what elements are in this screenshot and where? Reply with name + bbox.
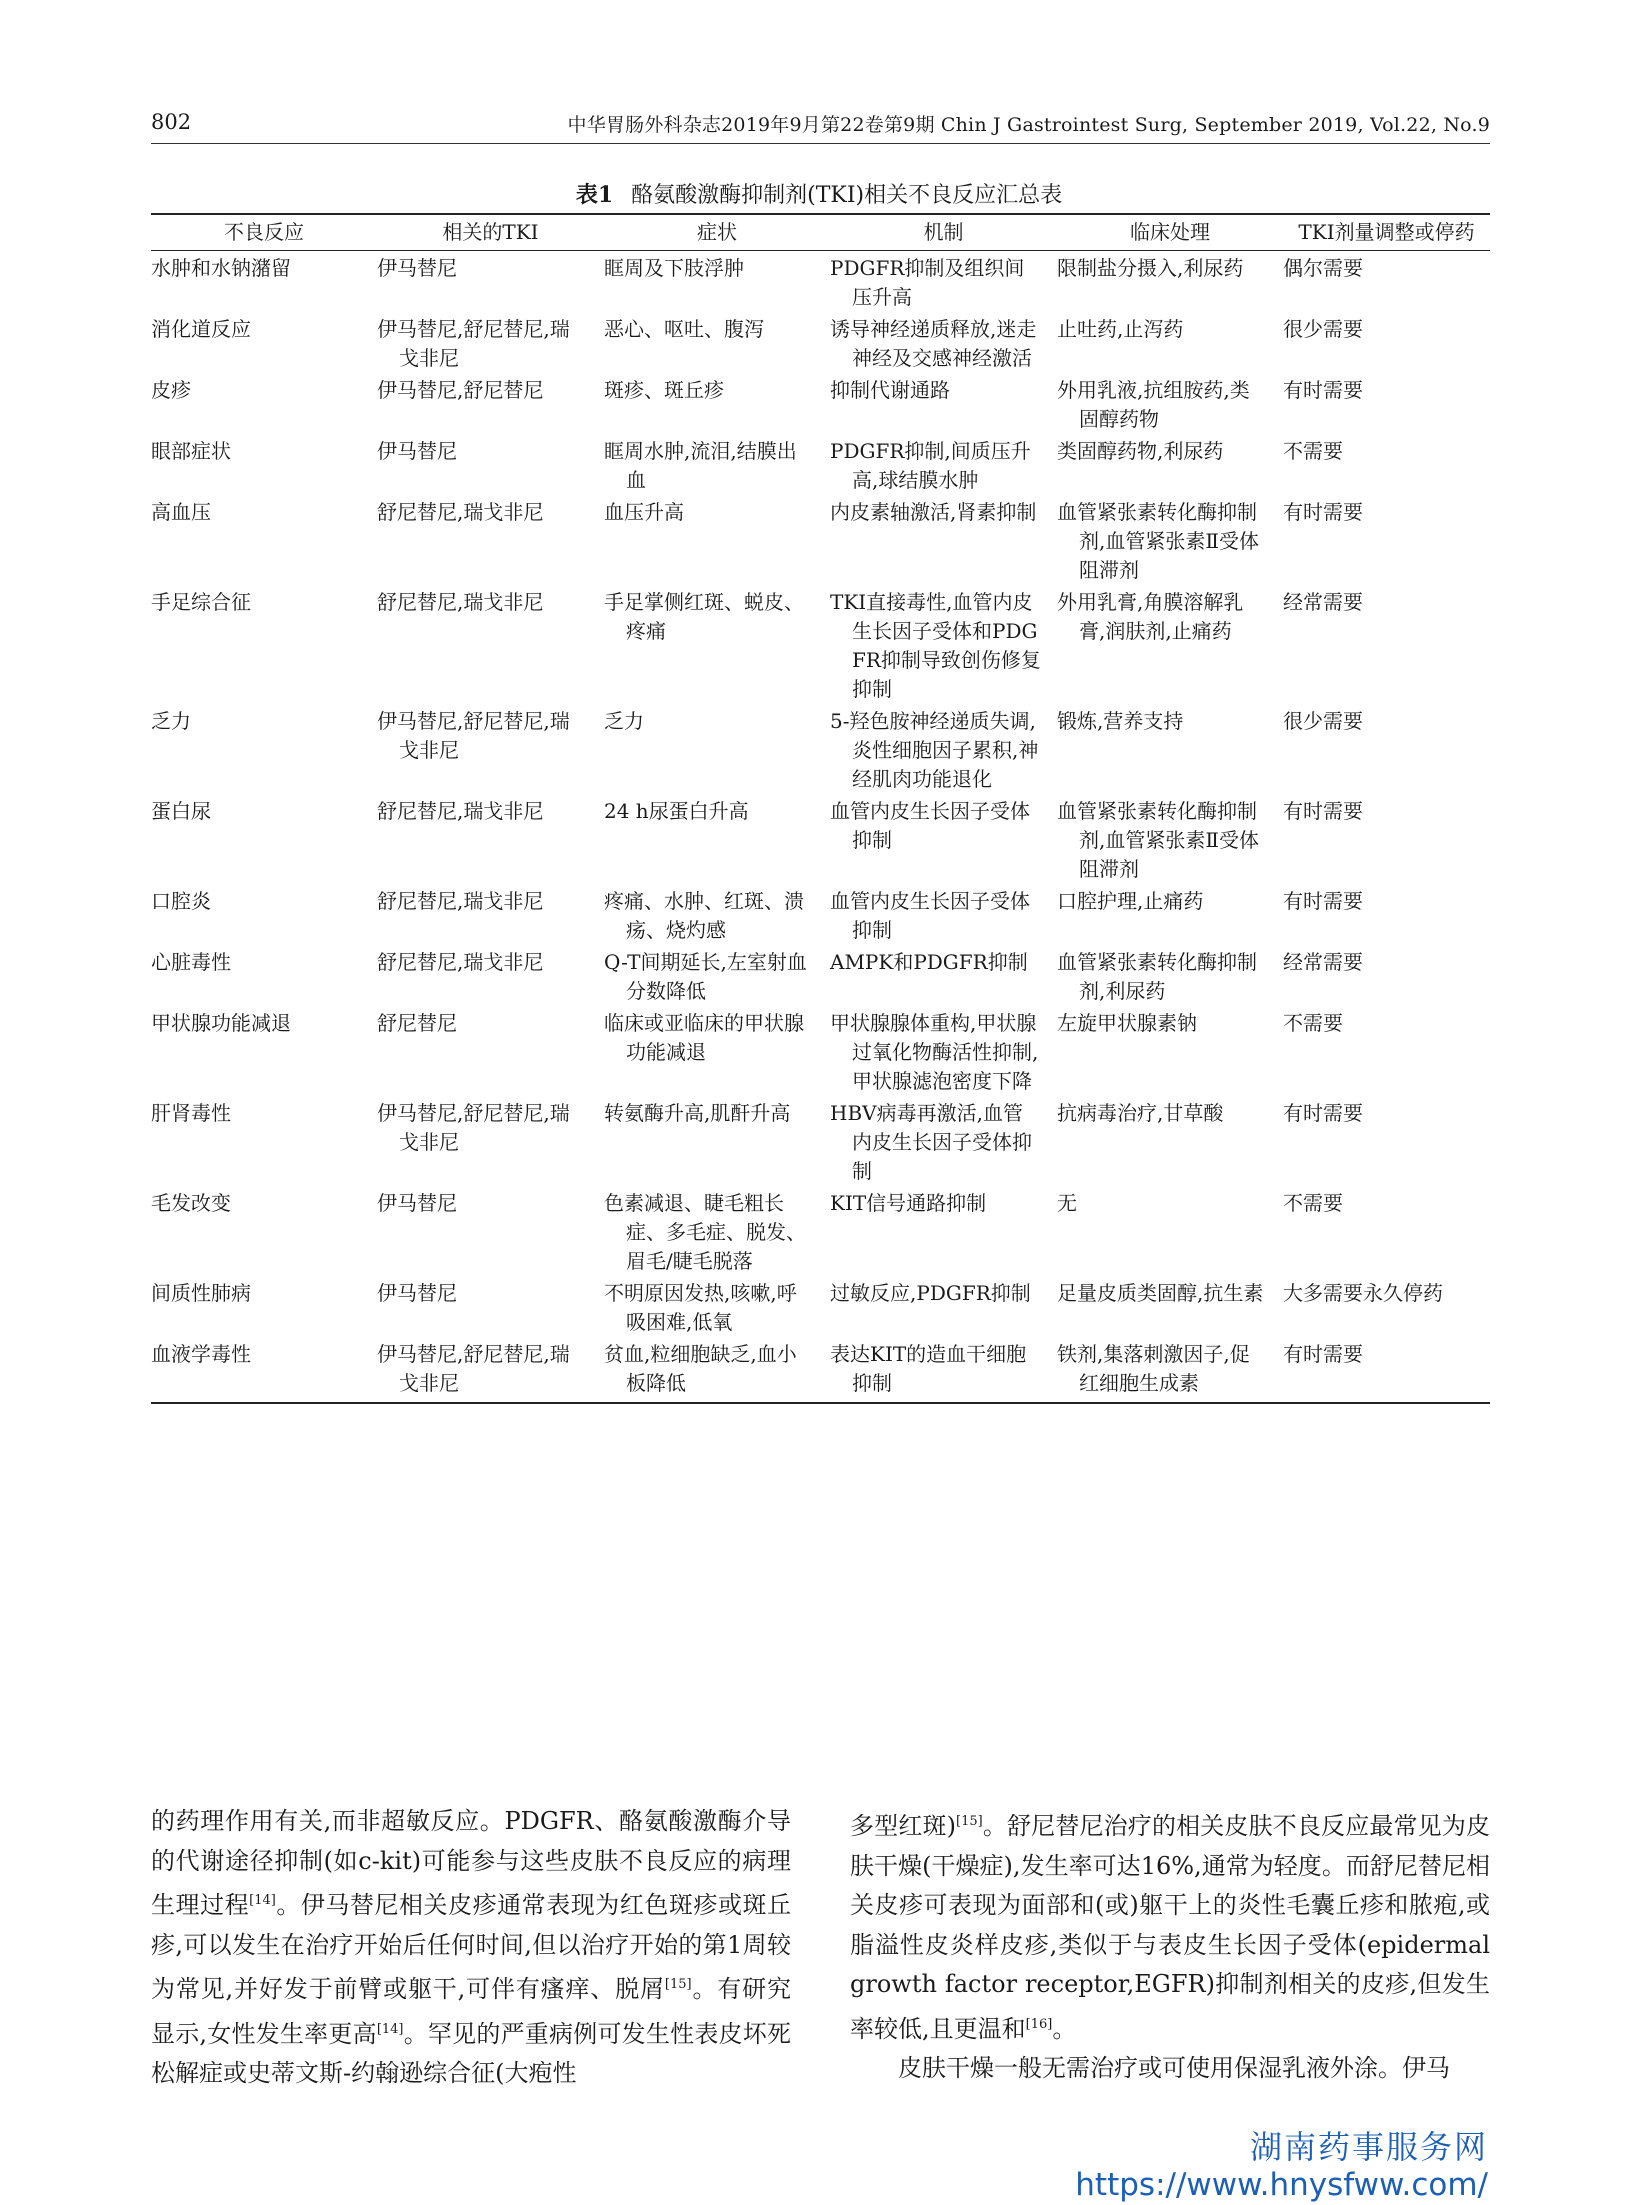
cell-text: 诱导神经递质释放,迷走神经及交感神经激活 xyxy=(830,317,1037,370)
cell-text: 外用乳液,抗组胺药,类固醇药物 xyxy=(1057,378,1250,431)
cell-text: 临床或亚临床的甲状腺功能减退 xyxy=(604,1011,804,1064)
cell-text: 血管紧张素转化酶抑制剂,血管紧张素Ⅱ受体阻滞剂 xyxy=(1057,799,1259,881)
cell-text: 伊马替尼,舒尼替尼,瑞戈非尼 xyxy=(377,1342,570,1395)
table-cell xyxy=(1057,434,1283,495)
citation: [16] xyxy=(1025,2016,1053,2032)
table-cell xyxy=(604,373,830,434)
table-cell xyxy=(1283,373,1490,434)
table-cell xyxy=(1057,945,1283,1006)
cell-text: 血压升高 xyxy=(604,500,684,524)
cell-text: 5-羟色胺神经递质失调,炎性细胞因子累积,神经肌肉功能退化 xyxy=(830,709,1039,791)
table-cell xyxy=(1283,1337,1490,1403)
cell-text: 很少需要 xyxy=(1283,709,1363,733)
cell-text: 过敏反应,PDGFR抑制 xyxy=(830,1281,1031,1305)
cell-text: TKI直接毒性,血管内皮生长因子受体和PDGFR抑制导致创伤修复抑制 xyxy=(830,590,1041,701)
cell-text: KIT信号通路抑制 xyxy=(830,1191,987,1215)
cell-text: 有时需要 xyxy=(1283,378,1363,402)
table-cell xyxy=(151,1096,377,1186)
cell-text: 眶周水肿,流泪,结膜出血 xyxy=(604,439,797,492)
table-cell xyxy=(1057,1006,1283,1096)
cell-text: 舒尼替尼,瑞戈非尼 xyxy=(377,950,544,974)
citation: [15] xyxy=(956,1814,983,1829)
table-cell xyxy=(151,434,377,495)
table-cell xyxy=(151,251,377,313)
cell-text: 血管内皮生长因子受体抑制 xyxy=(830,799,1030,852)
citation: [15] xyxy=(664,1977,692,1992)
cell-text: 高血压 xyxy=(151,500,211,524)
table-cell xyxy=(1057,312,1283,373)
cell-text: 内皮素轴激活,肾素抑制 xyxy=(830,500,1037,524)
cell-text: 限制盐分摄入,利尿药 xyxy=(1057,256,1244,280)
table-cell xyxy=(377,585,604,704)
table-row xyxy=(151,794,1490,884)
table-cell xyxy=(1283,1096,1490,1186)
table-cell xyxy=(1283,434,1490,495)
cell-text: 无 xyxy=(1057,1191,1077,1215)
table-cell xyxy=(151,495,377,585)
table-cell xyxy=(151,1006,377,1096)
cell-text: 毛发改变 xyxy=(151,1191,231,1215)
table-row xyxy=(151,373,1490,434)
table-caption-label: 表1 xyxy=(575,182,614,208)
cell-text: 锻炼,营养支持 xyxy=(1057,709,1184,733)
table-cell xyxy=(1283,1006,1490,1096)
table-row xyxy=(151,434,1490,495)
text-run: 。 xyxy=(1052,2014,1077,2043)
table-row xyxy=(151,1276,1490,1337)
table-cell xyxy=(377,704,604,794)
cell-text: 止吐药,止泻药 xyxy=(1057,317,1184,341)
table-cell xyxy=(830,794,1057,884)
table-cell xyxy=(377,373,604,434)
table-cell xyxy=(1057,1186,1283,1276)
text-run: 。舒尼替尼治疗的相关皮肤不良反应最常见为皮肤干燥(干燥症),发生率可达16%,通常为轻度。而舒尼替尼相关皮疹可表现为面部和(或)躯干上的炎性毛囊丘疹和脓疱,或脂溢性皮炎样皮疹,类似于与表皮生长因子受体(epidermal growth factor receptor,EGFR)抑制剂相关的皮疹,但发生率较低,且更温和 xyxy=(850,1812,1490,2043)
cell-text: PDGFR抑制及组织间压升高 xyxy=(830,256,1025,309)
cell-text: 伊马替尼,舒尼替尼,瑞戈非尼 xyxy=(377,1101,570,1154)
table-cell xyxy=(377,1006,604,1096)
cell-text: 斑疹、斑丘疹 xyxy=(604,378,724,402)
cell-text: 疼痛、水肿、红斑、溃疡、烧灼感 xyxy=(604,889,804,942)
table-row xyxy=(151,1186,1490,1276)
table-cell xyxy=(1057,704,1283,794)
table-cell xyxy=(604,251,830,313)
table-cell xyxy=(604,585,830,704)
cell-text: 类固醇药物,利尿药 xyxy=(1057,439,1224,463)
cell-text: 皮疹 xyxy=(151,378,191,402)
table-cell xyxy=(151,794,377,884)
column-header: 症状 xyxy=(604,214,830,251)
watermark-site-name: 湖南药事服务网 xyxy=(1249,2128,1488,2166)
table-cell xyxy=(604,1186,830,1276)
column-header: 机制 xyxy=(830,214,1057,251)
table-header-row xyxy=(151,214,1490,251)
header-rule xyxy=(151,143,1490,144)
table-row xyxy=(151,1337,1490,1403)
table-cell xyxy=(830,1276,1057,1337)
text-run: 的药理作用有关,而非超敏反应。PDGFR、酪氨酸激酶介导的代谢途径抑制(如c-kit)可能参与这些皮肤不良反应的病理生理过程 xyxy=(151,1807,791,1919)
cell-text: 伊马替尼 xyxy=(377,1191,457,1215)
cell-text: 恶心、呕吐、腹泻 xyxy=(604,317,764,341)
cell-text: 血液学毒性 xyxy=(151,1342,251,1366)
adverse-events-table xyxy=(151,213,1490,1404)
column-header: 不良反应 xyxy=(151,214,377,251)
table-cell xyxy=(604,312,830,373)
table-cell xyxy=(151,585,377,704)
table-cell xyxy=(1057,373,1283,434)
table-cell xyxy=(604,495,830,585)
cell-text: 伊马替尼 xyxy=(377,1281,457,1305)
cell-text: 眶周及下肢浮肿 xyxy=(604,256,744,280)
cell-text: 很少需要 xyxy=(1283,317,1363,341)
cell-text: 舒尼替尼 xyxy=(377,1011,457,1035)
table-cell xyxy=(830,945,1057,1006)
cell-text: 有时需要 xyxy=(1283,889,1363,913)
table-cell xyxy=(1057,1337,1283,1403)
table-cell xyxy=(1057,1096,1283,1186)
cell-text: 血管紧张素转化酶抑制剂,血管紧张素Ⅱ受体阻滞剂 xyxy=(1057,500,1259,582)
cell-text: AMPK和PDGFR抑制 xyxy=(830,950,1028,974)
table-cell xyxy=(1057,251,1283,313)
cell-text: 舒尼替尼,瑞戈非尼 xyxy=(377,799,544,823)
table-cell xyxy=(1283,1276,1490,1337)
table-cell xyxy=(604,1276,830,1337)
table-caption xyxy=(0,178,1638,209)
text-run: 。伊马替尼相关皮疹通常表现为红色斑疹或斑丘疹,可以发生在治疗开始后任何时间,但以治疗开始的第1周较为常见,并好发于前臂或躯干,可伴有瘙痒、脱屑 xyxy=(151,1891,792,2003)
table-cell xyxy=(1283,794,1490,884)
cell-text: 伊马替尼 xyxy=(377,439,457,463)
cell-text: 有时需要 xyxy=(1283,1101,1363,1125)
cell-text: 肝肾毒性 xyxy=(151,1101,231,1125)
table-cell xyxy=(1057,1276,1283,1337)
cell-text: 水肿和水钠潴留 xyxy=(151,256,291,280)
body-paragraph: 皮肤干燥一般无需治疗或可使用保湿乳液外涂。伊马 xyxy=(898,2054,1450,2082)
table-cell xyxy=(151,312,377,373)
table-cell xyxy=(151,704,377,794)
table-cell xyxy=(1283,312,1490,373)
column-header: 相关的TKI xyxy=(377,214,604,251)
text-run: 。有研究显示,女性发生率更高 xyxy=(151,1975,792,2048)
cell-text: 不需要 xyxy=(1283,439,1343,463)
table-cell xyxy=(151,884,377,945)
table-cell xyxy=(151,1276,377,1337)
table-cell xyxy=(1283,1186,1490,1276)
table-cell xyxy=(377,1337,604,1403)
table-cell xyxy=(830,1006,1057,1096)
table-cell xyxy=(830,434,1057,495)
cell-text: 手足综合征 xyxy=(151,590,251,614)
cell-text: HBV病毒再激活,血管内皮生长因子受体抑制 xyxy=(830,1101,1032,1183)
table-cell xyxy=(830,884,1057,945)
table-cell xyxy=(377,251,604,313)
cell-text: 间质性肺病 xyxy=(151,1281,251,1305)
cell-text: 偶尔需要 xyxy=(1283,256,1363,280)
cell-text: 转氨酶升高,肌酐升高 xyxy=(604,1101,791,1125)
text-run: 多型红斑) xyxy=(850,1812,956,1840)
table-cell xyxy=(604,1337,830,1403)
table-cell xyxy=(1057,585,1283,704)
table-row xyxy=(151,495,1490,585)
table-cell xyxy=(151,945,377,1006)
table-cell xyxy=(604,794,830,884)
body-paragraph xyxy=(850,1802,1490,2049)
table-cell xyxy=(830,251,1057,313)
table-row xyxy=(151,1096,1490,1186)
cell-text: 足量皮质类固醇,抗生素 xyxy=(1057,1281,1264,1305)
cell-text: 有时需要 xyxy=(1283,1342,1363,1366)
table-cell xyxy=(377,1276,604,1337)
table-cell xyxy=(830,585,1057,704)
table-cell xyxy=(830,1186,1057,1276)
citation: [14] xyxy=(249,1893,276,1908)
cell-text: 消化道反应 xyxy=(151,317,251,341)
cell-text: 口腔护理,止痛药 xyxy=(1057,889,1204,913)
table-cell xyxy=(377,884,604,945)
column-header: TKI剂量调整或停药 xyxy=(1283,214,1490,251)
table-row xyxy=(151,585,1490,704)
cell-text: 24 h尿蛋白升高 xyxy=(604,799,749,823)
cell-text: 不需要 xyxy=(1283,1191,1343,1215)
cell-text: 心脏毒性 xyxy=(151,950,231,974)
cell-text: 铁剂,集落刺激因子,促红细胞生成素 xyxy=(1057,1342,1250,1395)
running-header: 中华胃肠外科杂志2019年9月第22卷第9期 Chin J Gastrointest Surg, September 2019, Vol.22, No.9 xyxy=(567,114,1490,136)
table-row xyxy=(151,884,1490,945)
cell-text: 蛋白尿 xyxy=(151,799,211,823)
cell-text: 血管紧张素转化酶抑制剂,利尿药 xyxy=(1057,950,1257,1003)
cell-text: 甲状腺功能减退 xyxy=(151,1011,291,1035)
table-cell xyxy=(1283,704,1490,794)
cell-text: 伊马替尼 xyxy=(377,256,457,280)
cell-text: 有时需要 xyxy=(1283,500,1363,524)
cell-text: 伊马替尼,舒尼替尼 xyxy=(377,378,544,402)
cell-text: 不明原因发热,咳嗽,呼吸困难,低氧 xyxy=(604,1281,797,1334)
table-cell xyxy=(1283,251,1490,313)
cell-text: 血管内皮生长因子受体抑制 xyxy=(830,889,1030,942)
table-cell xyxy=(1283,945,1490,1006)
cell-text: 乏力 xyxy=(604,709,644,733)
cell-text: 舒尼替尼,瑞戈非尼 xyxy=(377,500,544,524)
cell-text: 眼部症状 xyxy=(151,439,231,463)
page-number: 802 xyxy=(151,110,192,134)
cell-text: 大多需要永久停药 xyxy=(1283,1281,1443,1305)
table-cell xyxy=(830,312,1057,373)
table-row xyxy=(151,945,1490,1006)
table-cell xyxy=(377,1186,604,1276)
table-cell xyxy=(604,704,830,794)
cell-text: 贫血,粒细胞缺乏,血小板降低 xyxy=(604,1342,797,1395)
table-cell xyxy=(1057,794,1283,884)
table-cell xyxy=(604,945,830,1006)
table-cell xyxy=(377,945,604,1006)
body-paragraph xyxy=(151,1802,791,2094)
table-row xyxy=(151,251,1490,313)
table-cell xyxy=(830,373,1057,434)
cell-text: 有时需要 xyxy=(1283,799,1363,823)
table-cell xyxy=(377,495,604,585)
table-row xyxy=(151,312,1490,373)
cell-text: 伊马替尼,舒尼替尼,瑞戈非尼 xyxy=(377,709,570,762)
table-cell xyxy=(604,884,830,945)
table-cell xyxy=(604,1096,830,1186)
table-cell xyxy=(830,704,1057,794)
table-cell xyxy=(604,434,830,495)
cell-text: PDGFR抑制,间质压升高,球结膜水肿 xyxy=(830,439,1031,492)
table-cell xyxy=(1057,884,1283,945)
cell-text: 抗病毒治疗,甘草酸 xyxy=(1057,1101,1224,1125)
cell-text: 乏力 xyxy=(151,709,191,733)
cell-text: 表达KIT的造血干细胞抑制 xyxy=(830,1342,1027,1395)
cell-text: 左旋甲状腺素钠 xyxy=(1057,1011,1197,1035)
table-row xyxy=(151,704,1490,794)
table-cell xyxy=(1057,495,1283,585)
body-text-right-column xyxy=(850,1802,1490,2089)
watermark-url[interactable]: https://www.hnysfww.com/ xyxy=(1075,2167,1488,2203)
citation: [14] xyxy=(376,2021,404,2037)
cell-text: 舒尼替尼,瑞戈非尼 xyxy=(377,889,544,913)
cell-text: 色素减退、睫毛粗长症、多毛症、脱发、眉毛/睫毛脱落 xyxy=(604,1191,806,1273)
table-cell xyxy=(830,1096,1057,1186)
table-cell xyxy=(151,1337,377,1403)
table-cell xyxy=(1283,884,1490,945)
watermark xyxy=(1075,2128,1488,2204)
cell-text: 经常需要 xyxy=(1283,950,1363,974)
table-row xyxy=(151,1006,1490,1096)
body-text-left-column xyxy=(151,1802,791,2094)
table-cell xyxy=(830,1337,1057,1403)
table-cell xyxy=(830,495,1057,585)
table-cell xyxy=(604,1006,830,1096)
table-cell xyxy=(377,1096,604,1186)
cell-text: 经常需要 xyxy=(1283,590,1363,614)
column-header: 临床处理 xyxy=(1057,214,1283,251)
table-cell xyxy=(151,373,377,434)
cell-text: 舒尼替尼,瑞戈非尼 xyxy=(377,590,544,614)
table-cell xyxy=(377,794,604,884)
cell-text: 抑制代谢通路 xyxy=(830,378,950,402)
table-cell xyxy=(377,434,604,495)
text-run: 。罕见的严重病例可发生性表皮坏死松解症或史蒂文斯-约翰逊综合征(大疱性 xyxy=(151,2019,791,2087)
cell-text: Q-T间期延长,左室射血分数降低 xyxy=(604,950,807,1003)
cell-text: 口腔炎 xyxy=(151,889,211,913)
cell-text: 伊马替尼,舒尼替尼,瑞戈非尼 xyxy=(377,317,570,370)
table-caption-title: 酪氨酸激酶抑制剂(TKI)相关不良反应汇总表 xyxy=(631,183,1063,208)
cell-text: 甲状腺腺体重构,甲状腺过氧化物酶活性抑制,甲状腺滤泡密度下降 xyxy=(830,1011,1039,1093)
table-cell xyxy=(1283,495,1490,585)
cell-text: 不需要 xyxy=(1283,1011,1343,1035)
cell-text: 手足掌侧红斑、蜕皮、疼痛 xyxy=(604,590,804,643)
cell-text: 外用乳膏,角膜溶解乳膏,润肤剂,止痛药 xyxy=(1057,590,1244,643)
table-cell xyxy=(1283,585,1490,704)
table-cell xyxy=(151,1186,377,1276)
table-cell xyxy=(377,312,604,373)
